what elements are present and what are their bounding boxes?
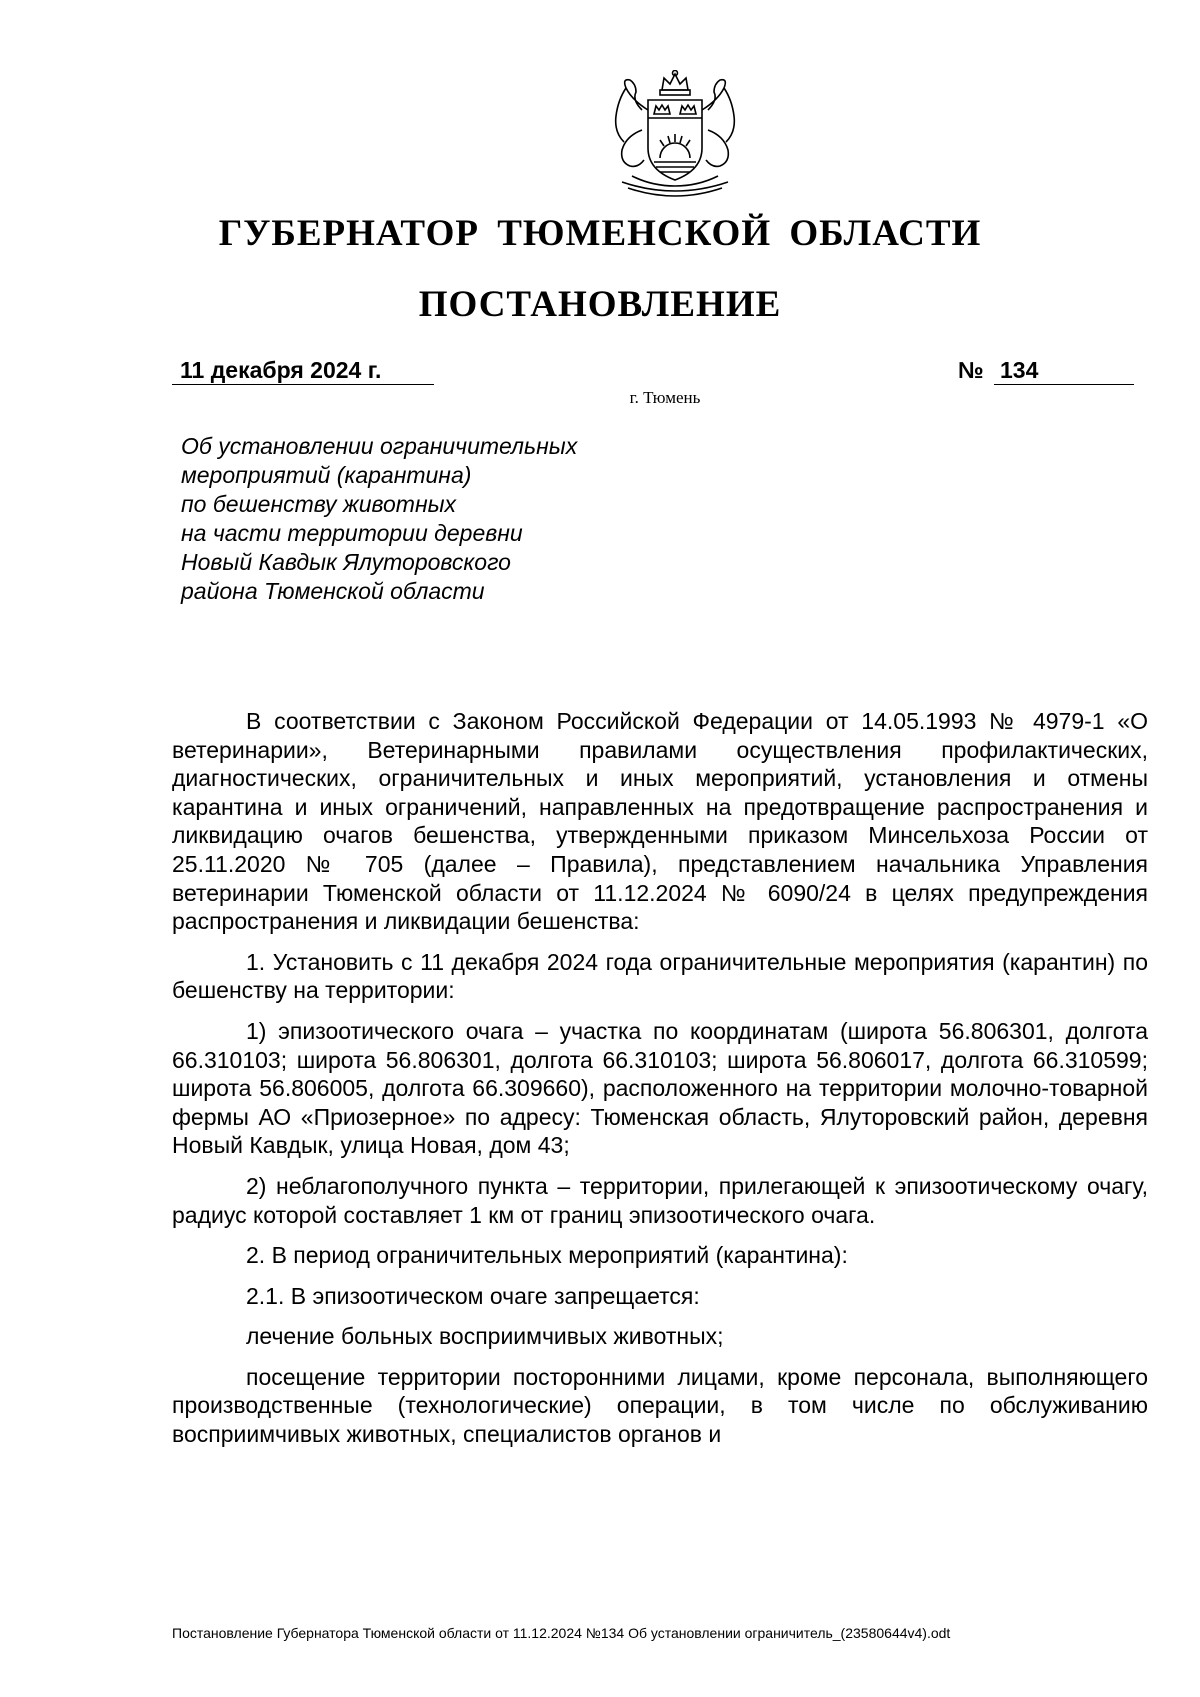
document-type: ПОСТАНОВЛЕНИЕ (418, 284, 782, 325)
body-paragraph: посещение территории посторонними лицами, кроме персонала, выполняющего производственные (технологические) операции, в том числе по обслуживанию восприимчивых животных, специалистов органов и (172, 1363, 1148, 1448)
coat-of-arms-icon (592, 70, 758, 204)
subject-line: на части территории деревни (181, 520, 523, 546)
document-number: 134 (994, 356, 1134, 385)
body-paragraph: 1. Установить с 11 декабря 2024 года ограничительные мероприятия (карантин) по бешенству на территории: (172, 948, 1148, 1004)
body-paragraph: 1) эпизоотического очага – участка по координатам (широта 56.806301, долгота 66.310103; широта 56.806301, долгота 66.310103; широта 56.806017, долгота 66.310599; широта 56.806005, долгота 66.309660), расположенного на территории молочно-товарной фермы АО «Приозерное» по адресу: Тюменская область, Ялуторовский район, деревня Новый Кавдык, улица Новая, дом 43; (172, 1017, 1148, 1159)
body-paragraph: В соответствии с Законом Российской Федерации от 14.05.1993 № 4979-1 «О ветеринарии», Ветеринарными правилами осуществления профилактических, диагностических, ограничительных и иных мероприятий, установления и отмены карантина и иных ограничений, направленных на предотвращение распространения и ликвидацию очагов бешенства, утвержденными приказом Минсельхоза России от 25.11.2020 № 705 (далее – Правила), представлением начальника Управления ветеринарии Тюменской области от 11.12.2024 № 6090/24 в целях предупреждения распространения и ликвидации бешенства: (172, 708, 1148, 935)
document-city: г. Тюмень (629, 388, 701, 407)
number-sign: № (958, 357, 984, 383)
body-paragraph: 2. В период ограничительных мероприятий (карантина): (246, 1242, 848, 1269)
document-subject (181, 432, 741, 606)
page-footer: Постановление Губернатора Тюменской области от 11.12.2024 №134 Об установлении ограничитель_(23580644v4).odt (172, 1625, 951, 1641)
body-paragraph: лечение больных восприимчивых животных; (246, 1323, 724, 1350)
subject-line: Об установлении ограничительных (181, 433, 578, 459)
subject-line: Новый Кавдык Ялуторовского (181, 549, 511, 575)
authority-title: ГУБЕРНАТОР ТЮМЕНСКОЙ ОБЛАСТИ (218, 213, 982, 254)
body-paragraph: 2.1. В эпизоотическом очаге запрещается: (246, 1282, 700, 1309)
document-date: 11 декабря 2024 г. (172, 356, 434, 385)
body-paragraph: 2) неблагополучного пункта – территории, прилегающей к эпизоотическому очагу, радиус которой составляет 1 км от границ эпизоотического очага. (172, 1172, 1148, 1228)
subject-line: района Тюменской области (181, 578, 485, 604)
document-body (172, 707, 1148, 1461)
subject-line: по бешенству животных (181, 491, 457, 517)
subject-line: мероприятий (карантина) (181, 462, 472, 488)
